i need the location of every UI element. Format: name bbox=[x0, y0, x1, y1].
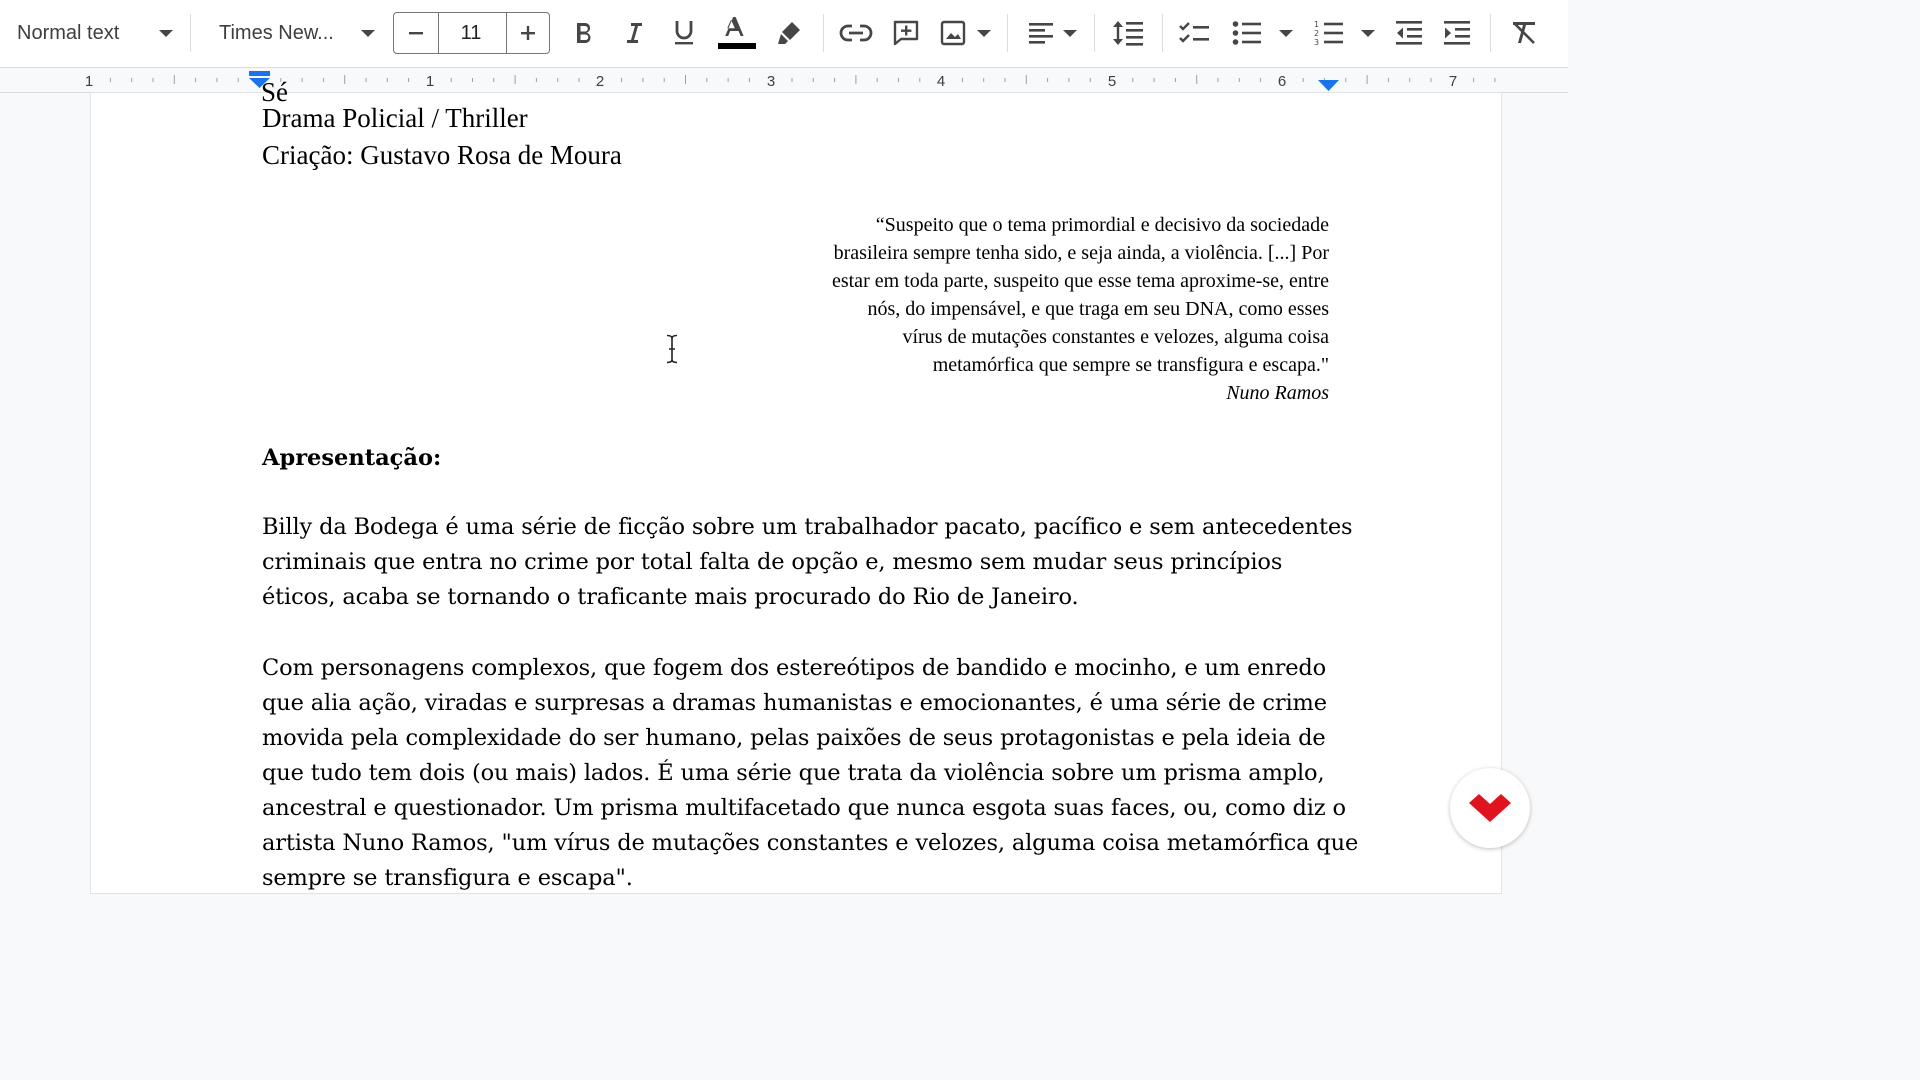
underline-icon bbox=[671, 19, 697, 47]
decrease-indent-button[interactable] bbox=[1388, 10, 1430, 56]
add-comment-icon bbox=[892, 19, 920, 47]
ruler-tick bbox=[1260, 78, 1261, 82]
paragraph-line: sempre se transfigura e escapa". bbox=[262, 865, 633, 891]
ruler-tick bbox=[131, 78, 132, 82]
toolbar bbox=[0, 0, 1568, 68]
epigraph-author: Nuno Ramos bbox=[1226, 382, 1329, 404]
align-left-icon bbox=[1028, 21, 1054, 45]
toolbar-divider bbox=[1007, 14, 1008, 52]
ruler-tick bbox=[813, 78, 814, 82]
ruler-label: 1 bbox=[425, 73, 435, 90]
underline-button[interactable] bbox=[663, 10, 705, 56]
ruler-tick bbox=[664, 78, 665, 82]
chevron-down-icon bbox=[361, 30, 375, 37]
right-indent-marker[interactable] bbox=[1318, 80, 1339, 91]
checklist-button[interactable] bbox=[1172, 10, 1216, 56]
minus-icon bbox=[407, 24, 425, 42]
ruler-tick bbox=[110, 78, 111, 82]
ruler-tick bbox=[536, 78, 537, 82]
insert-link-button[interactable] bbox=[834, 10, 878, 56]
section-heading: Apresentação: bbox=[262, 445, 442, 471]
svg-text:1: 1 bbox=[1314, 20, 1320, 29]
ruler-tick bbox=[344, 75, 345, 84]
paragraph-line: Com personagens complexos, que fogem dos estereótipos de bandido e mocinho, e um enredo bbox=[262, 655, 1327, 681]
italic-icon bbox=[622, 20, 646, 46]
ruler-tick bbox=[855, 75, 856, 84]
font-family-label: Times New... bbox=[219, 21, 334, 44]
line-spacing-button[interactable] bbox=[1106, 10, 1150, 56]
ruler-label: 3 bbox=[766, 73, 776, 90]
ruler-tick bbox=[1473, 78, 1474, 82]
ruler-tick bbox=[685, 75, 686, 84]
paragraph-line: que tudo tem dois (ou mais) lados. É uma série que trata da violência sobre um prisma amplo, bbox=[262, 760, 1325, 786]
ruler-tick bbox=[451, 78, 452, 82]
ruler-label: 5 bbox=[1107, 73, 1117, 90]
bold-icon bbox=[572, 20, 596, 46]
svg-text:3: 3 bbox=[1314, 38, 1320, 47]
ruler-tick bbox=[1345, 78, 1346, 82]
paragraph-style-dropdown[interactable] bbox=[10, 10, 180, 56]
ruler-tick bbox=[323, 78, 324, 82]
ruler-tick bbox=[216, 78, 217, 82]
numbered-list-icon bbox=[1314, 19, 1344, 47]
checklist-icon bbox=[1178, 20, 1210, 46]
link-icon bbox=[839, 22, 873, 44]
chevron-down-icon bbox=[159, 30, 173, 37]
paragraph-line: que alia ação, viradas e surpresas a dramas humanistas e emocionantes, é uma série de crime bbox=[262, 690, 1327, 716]
brand-logo-icon bbox=[1468, 793, 1512, 823]
align-dropdown[interactable] bbox=[1022, 10, 1082, 56]
ruler-tick bbox=[238, 78, 239, 82]
epigraph-line: vírus de mutações constantes e velozes, alguma coisa bbox=[902, 326, 1329, 348]
highlighter-icon bbox=[775, 19, 803, 47]
numbered-list-dropdown[interactable] bbox=[1306, 10, 1382, 56]
ruler-tick bbox=[579, 78, 580, 82]
ruler-tick bbox=[621, 78, 622, 82]
font-size-control bbox=[393, 12, 550, 54]
ruler-tick bbox=[898, 78, 899, 82]
ruler-tick bbox=[1047, 78, 1048, 82]
paragraph-line: movida pela complexidade do ser humano, pelas paixões de seus protagonistas e pela ideia de bbox=[262, 725, 1326, 751]
ruler-tick bbox=[983, 78, 984, 82]
ruler-tick bbox=[366, 78, 367, 82]
increase-font-size-button[interactable] bbox=[507, 13, 549, 53]
horizontal-ruler[interactable] bbox=[0, 68, 1568, 93]
ruler-tick bbox=[1154, 78, 1155, 82]
chevron-down-icon bbox=[1279, 30, 1293, 37]
ruler-tick bbox=[749, 78, 750, 82]
ruler-tick bbox=[1303, 78, 1304, 82]
ruler-label: 4 bbox=[936, 73, 946, 90]
highlight-color-button[interactable] bbox=[767, 10, 811, 56]
ruler-label: 7 bbox=[1448, 73, 1458, 90]
ruler-tick bbox=[515, 75, 516, 84]
ruler-label: 1 bbox=[84, 73, 94, 90]
text-color-icon bbox=[716, 13, 756, 53]
bold-button[interactable] bbox=[563, 10, 605, 56]
epigraph-line: brasileira sempre tenha sido, e seja ainda, a violência. [...] Por bbox=[833, 242, 1329, 264]
ruler-tick bbox=[792, 78, 793, 82]
ruler-label: 2 bbox=[595, 73, 605, 90]
ruler-tick bbox=[174, 75, 175, 84]
ruler-tick bbox=[1005, 78, 1006, 82]
ruler-tick bbox=[493, 78, 494, 82]
insert-image-dropdown[interactable] bbox=[934, 10, 994, 56]
text-color-button[interactable] bbox=[713, 10, 759, 56]
ruler-tick bbox=[387, 78, 388, 82]
ruler-tick bbox=[1090, 78, 1091, 82]
ruler-tick bbox=[919, 78, 920, 82]
epigraph-line: metamórfica que sempre se transfigura e escapa." bbox=[932, 354, 1329, 376]
ruler-tick bbox=[1239, 78, 1240, 82]
clear-formatting-button[interactable] bbox=[1502, 10, 1546, 56]
ruler-tick bbox=[1026, 75, 1027, 84]
ruler-tick bbox=[834, 78, 835, 82]
ruler-scale bbox=[0, 68, 1568, 93]
epigraph-line: nós, do impensável, e que traga em seu DNA, como esses bbox=[867, 298, 1329, 320]
paragraph-line: criminais que entra no crime por total falta de opção e, mesmo sem mudar seus princípios bbox=[262, 549, 1283, 575]
font-family-dropdown[interactable] bbox=[212, 10, 382, 56]
first-line-indent-marker[interactable] bbox=[249, 71, 270, 76]
add-comment-button[interactable] bbox=[884, 10, 928, 56]
paragraph-line: éticos, acaba se tornando o traficante mais procurado do Rio de Janeiro. bbox=[262, 584, 1079, 610]
text-cursor-icon bbox=[664, 334, 680, 364]
ruler-tick bbox=[472, 78, 473, 82]
image-icon bbox=[940, 20, 966, 46]
toolbar-divider bbox=[1162, 14, 1163, 52]
ruler-tick bbox=[557, 78, 558, 82]
bulleted-list-icon bbox=[1232, 20, 1262, 46]
decrease-font-size-button[interactable] bbox=[394, 13, 438, 53]
line-spacing-icon bbox=[1111, 18, 1145, 48]
font-size-input[interactable]: 11 bbox=[460, 22, 482, 44]
toolbar-divider bbox=[190, 14, 191, 52]
toolbar-divider bbox=[1094, 14, 1095, 52]
chevron-down-icon bbox=[977, 30, 991, 37]
ruler-label: 6 bbox=[1277, 73, 1287, 90]
paragraph-line: artista Nuno Ramos, "um vírus de mutações constantes e velozes, alguma coisa metamórfica que bbox=[262, 830, 1359, 856]
bulleted-list-dropdown[interactable] bbox=[1224, 10, 1300, 56]
epigraph-line: “Suspeito que o tema primordial e decisivo da sociedade bbox=[875, 214, 1329, 236]
paragraph-line: Billy da Bodega é uma série de ficção sobre um trabalhador pacato, pacífico e sem antecedentes bbox=[262, 514, 1353, 540]
ruler-tick bbox=[1388, 78, 1389, 82]
chevron-down-icon bbox=[1361, 30, 1375, 37]
assistant-fab-button[interactable] bbox=[1450, 768, 1530, 848]
ruler-tick bbox=[408, 78, 409, 82]
ruler-tick bbox=[962, 78, 963, 82]
ruler-tick bbox=[153, 78, 154, 82]
paragraph-style-label: Normal text bbox=[17, 21, 120, 44]
ruler-tick bbox=[1175, 78, 1176, 82]
decrease-indent-icon bbox=[1395, 20, 1423, 46]
ruler-tick bbox=[728, 78, 729, 82]
ruler-tick bbox=[1196, 75, 1197, 84]
italic-button[interactable] bbox=[613, 10, 655, 56]
increase-indent-icon bbox=[1443, 20, 1471, 46]
ruler-tick bbox=[195, 78, 196, 82]
ruler-tick bbox=[1409, 78, 1410, 82]
ruler-tick bbox=[706, 78, 707, 82]
epigraph-line: estar em toda parte, suspeito que esse tema aproxime-se, entre bbox=[831, 270, 1329, 292]
toolbar-divider bbox=[823, 14, 824, 52]
genre-line: Drama Policial / Thriller bbox=[262, 103, 528, 133]
chevron-down-icon bbox=[1063, 30, 1077, 37]
ruler-tick bbox=[877, 78, 878, 82]
ruler-tick bbox=[1218, 78, 1219, 82]
svg-text:2: 2 bbox=[1314, 29, 1320, 38]
paragraph-line: ancestral e questionador. Um prisma multifacetado que nunca esgota suas faces, ou, como diz o bbox=[262, 795, 1346, 821]
ruler-tick bbox=[642, 78, 643, 82]
plus-icon bbox=[519, 24, 537, 42]
increase-indent-button[interactable] bbox=[1436, 10, 1478, 56]
creator-line: Criação: Gustavo Rosa de Moura bbox=[262, 140, 622, 170]
clipped-previous-line: Sé bbox=[261, 77, 288, 107]
ruler-tick bbox=[1431, 78, 1432, 82]
ruler-tick bbox=[1367, 75, 1368, 84]
ruler-tick bbox=[1494, 78, 1495, 82]
ruler-tick bbox=[1132, 78, 1133, 82]
clear-formatting-icon bbox=[1510, 19, 1538, 47]
toolbar-divider bbox=[1490, 14, 1491, 52]
ruler-tick bbox=[1068, 78, 1069, 82]
